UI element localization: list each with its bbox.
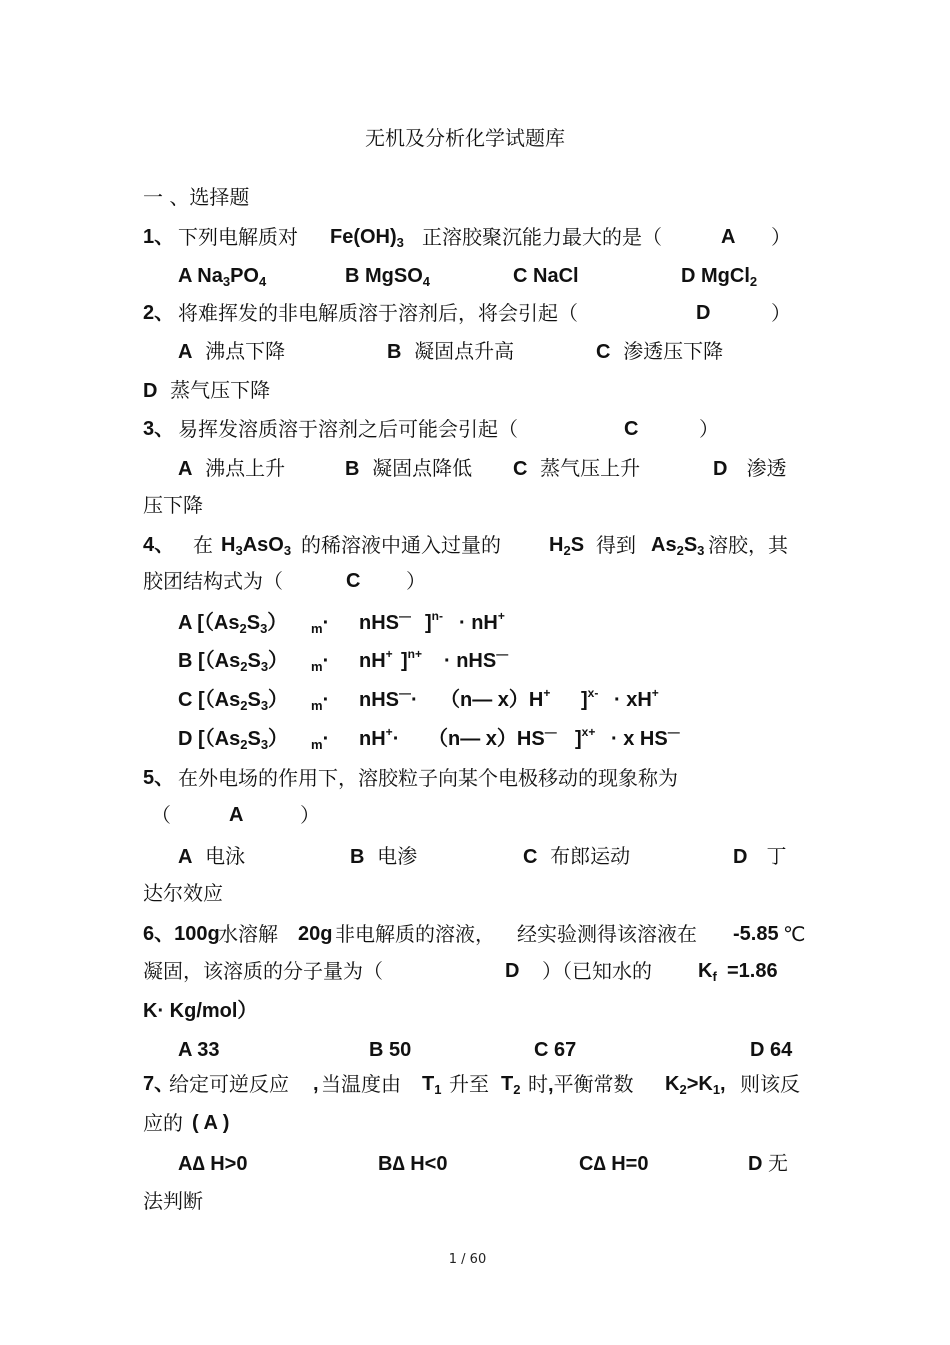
q2-option-a: A 沸点下降	[178, 339, 286, 363]
q2-option-d: D 蒸气压下降	[143, 378, 271, 402]
q5-close: ）	[300, 803, 320, 827]
q2-number: 2、	[143, 302, 175, 324]
q1-option-c: C NaCl	[513, 265, 579, 287]
q4-text-2: 的稀溶液中通入过量的	[301, 533, 501, 557]
q5-option-d-cont: 达尔效应	[143, 881, 223, 905]
q3-option-d: D 渗透	[713, 456, 787, 480]
q7-option-d-cont: 法判断	[143, 1189, 203, 1213]
q1-formula: Fe(OH)	[330, 226, 397, 248]
q4-text-5: 胶团结构式为（	[143, 569, 283, 593]
page-number: 1 / 60	[448, 1252, 487, 1267]
q1-number: 1、	[143, 226, 175, 248]
q6-option-b: B 50	[369, 1039, 412, 1061]
q6-option-a: A 33	[178, 1039, 220, 1061]
q1-text-2: 正溶胶聚沉能力最大的是（	[422, 225, 662, 249]
q7-option-a: A∆ H>0	[178, 1153, 248, 1175]
q3-close: ）	[699, 417, 719, 441]
q1-option-d: D MgCl$_2$	[681, 265, 758, 289]
q5-option-c: C 布郎运动	[523, 844, 631, 868]
q1-close: ）	[771, 225, 791, 249]
q1-answer: A	[721, 226, 736, 248]
q2-close: ）	[771, 301, 791, 325]
q4-formula-1: $H_3AsO_3$	[221, 534, 292, 558]
q3-answer: C	[624, 418, 639, 440]
q6-option-d: D 64	[750, 1039, 793, 1061]
q5-open: （	[151, 803, 171, 827]
q5-option-a: A 电泳	[178, 844, 246, 868]
q4-text-3: 得到	[596, 533, 636, 557]
q5-option-b: B 电渗	[350, 844, 418, 868]
q3-number: 3、	[143, 418, 175, 440]
q5-option-d: D 丁	[733, 844, 787, 868]
q5-answer: A	[229, 804, 244, 826]
q5-text: 在外电场的作用下，溶胶粒子向某个电极移动的现象称为	[178, 766, 678, 790]
q7-option-d: D 无	[748, 1153, 789, 1175]
q6-unit: K· Kg/mol）	[143, 1000, 258, 1022]
q4-number: 4、	[143, 534, 175, 556]
q2-option-c: C 渗透压下降	[596, 339, 724, 363]
q1-option-b: B MgSO$_4$	[345, 265, 431, 289]
q3-option-d-cont: 压下降	[143, 493, 203, 517]
q7-answer: ( A )	[192, 1112, 230, 1134]
q4-answer: C	[346, 570, 361, 592]
q7-option-b: B∆ H<0	[378, 1153, 448, 1175]
q4-text-4: 溶胶，其	[708, 533, 788, 557]
q2-text: 将难挥发的非电解质溶于溶剂后，将会引起（	[178, 301, 578, 325]
q4-formula-3: $As_2S_3$	[651, 534, 705, 558]
q6-answer: D	[505, 960, 520, 982]
page-title: 无机及分析化学试题库	[365, 126, 565, 150]
q4-close: ）	[406, 569, 426, 593]
q5-number: 5、	[143, 767, 175, 789]
q3-option-a: A 沸点上升	[178, 456, 286, 480]
section-heading: 一 、选择题	[143, 185, 250, 209]
q2-answer: D	[696, 302, 711, 324]
q7-option-c: C∆ H=0	[579, 1153, 649, 1175]
q3-text: 易挥发溶质溶于溶剂之后可能会引起（	[178, 417, 518, 441]
q6-option-c: C 67	[534, 1039, 577, 1061]
q3-option-b: B 凝固点降低	[345, 456, 473, 480]
q1-text: 下列电解质对	[178, 225, 298, 249]
q4-formula-2: $H_2S$	[549, 534, 585, 558]
q4-text-1: 在	[193, 533, 213, 557]
q2-option-b: B 凝固点升高	[387, 339, 515, 363]
q3-option-c: C 蒸气压上升	[513, 456, 641, 480]
q1-option-a: A $Na_3PO_4$	[178, 265, 267, 289]
